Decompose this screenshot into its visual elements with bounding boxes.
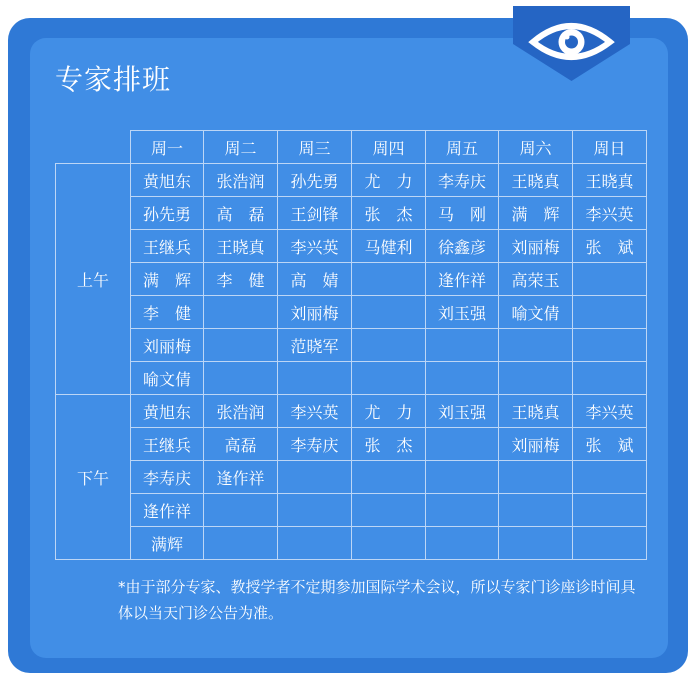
doctor-cell xyxy=(573,527,647,560)
doctor-cell: 张浩润 xyxy=(204,395,278,428)
doctor-cell: 孙先勇 xyxy=(131,197,204,230)
day-header: 周一 xyxy=(131,131,204,164)
table-row xyxy=(56,263,647,296)
doctor-cell xyxy=(352,263,426,296)
doctor-cell: 王继兵 xyxy=(131,428,204,461)
doctor-cell: 喻文倩 xyxy=(499,296,573,329)
table-row xyxy=(56,527,647,560)
page-title: 专家排班 xyxy=(55,63,172,96)
day-header: 周二 xyxy=(204,131,278,164)
doctor-cell: 王晓真 xyxy=(499,164,573,197)
doctor-cell: 黄旭东 xyxy=(131,395,204,428)
doctor-cell: 马 刚 xyxy=(426,197,499,230)
doctor-cell: 李兴英 xyxy=(573,395,647,428)
doctor-cell xyxy=(499,494,573,527)
doctor-cell: 王晓真 xyxy=(204,230,278,263)
doctor-cell xyxy=(573,494,647,527)
doctor-cell xyxy=(573,263,647,296)
day-header: 周四 xyxy=(352,131,426,164)
doctor-cell xyxy=(573,329,647,362)
day-header: 周日 xyxy=(573,131,647,164)
doctor-cell xyxy=(204,362,278,395)
doctor-cell: 高 磊 xyxy=(204,197,278,230)
doctor-cell: 王晓真 xyxy=(573,164,647,197)
table-row xyxy=(56,428,647,461)
doctor-cell xyxy=(426,494,499,527)
doctor-cell: 高磊 xyxy=(204,428,278,461)
day-header: 周三 xyxy=(278,131,352,164)
doctor-cell xyxy=(352,461,426,494)
doctor-cell xyxy=(352,296,426,329)
eye-badge xyxy=(513,6,630,81)
doctor-cell: 李 健 xyxy=(131,296,204,329)
doctor-cell: 李寿庆 xyxy=(278,428,352,461)
doctor-cell xyxy=(426,428,499,461)
day-header: 周六 xyxy=(499,131,573,164)
doctor-cell xyxy=(573,296,647,329)
doctor-cell: 尤 力 xyxy=(352,395,426,428)
table-row xyxy=(56,362,647,395)
doctor-cell: 逢作祥 xyxy=(426,263,499,296)
doctor-cell: 刘丽梅 xyxy=(278,296,352,329)
table-row xyxy=(56,461,647,494)
doctor-cell xyxy=(204,329,278,362)
footnote: *由于部分专家、教授学者不定期参加国际学术会议，所以专家门诊座诊时间具体以当天门诊公告为准。 xyxy=(118,578,636,622)
doctor-cell: 马健利 xyxy=(352,230,426,263)
doctor-cell: 李寿庆 xyxy=(426,164,499,197)
doctor-cell: 刘丽梅 xyxy=(499,428,573,461)
session-label: 上午 xyxy=(56,164,131,395)
doctor-cell: 满 辉 xyxy=(131,263,204,296)
doctor-cell xyxy=(352,329,426,362)
doctor-cell: 逢作祥 xyxy=(204,461,278,494)
doctor-cell: 刘丽梅 xyxy=(131,329,204,362)
doctor-cell: 满 辉 xyxy=(499,197,573,230)
doctor-cell: 张 杰 xyxy=(352,428,426,461)
doctor-cell xyxy=(426,527,499,560)
doctor-cell: 满辉 xyxy=(131,527,204,560)
table-row xyxy=(56,197,647,230)
corner-cell xyxy=(56,131,131,164)
doctor-cell xyxy=(278,494,352,527)
doctor-cell: 王继兵 xyxy=(131,230,204,263)
day-header: 周五 xyxy=(426,131,499,164)
doctor-cell: 张浩润 xyxy=(204,164,278,197)
doctor-cell xyxy=(573,461,647,494)
doctor-cell: 喻文倩 xyxy=(131,362,204,395)
table-row xyxy=(56,494,647,527)
doctor-cell xyxy=(352,527,426,560)
doctor-cell: 李寿庆 xyxy=(131,461,204,494)
table-row xyxy=(56,296,647,329)
doctor-cell: 王剑锋 xyxy=(278,197,352,230)
header-row xyxy=(56,131,647,164)
doctor-cell: 范晓军 xyxy=(278,329,352,362)
doctor-cell: 刘玉强 xyxy=(426,296,499,329)
doctor-cell xyxy=(204,296,278,329)
doctor-cell: 王晓真 xyxy=(499,395,573,428)
doctor-cell: 张 斌 xyxy=(573,428,647,461)
table-row xyxy=(56,164,647,197)
doctor-cell xyxy=(426,329,499,362)
doctor-cell xyxy=(499,329,573,362)
doctor-cell: 高 婧 xyxy=(278,263,352,296)
doctor-cell: 张 斌 xyxy=(573,230,647,263)
doctor-cell xyxy=(204,494,278,527)
doctor-cell: 李兴英 xyxy=(278,395,352,428)
doctor-cell xyxy=(499,527,573,560)
doctor-cell: 张 杰 xyxy=(352,197,426,230)
doctor-cell xyxy=(352,494,426,527)
doctor-cell: 逢作祥 xyxy=(131,494,204,527)
doctor-cell: 孙先勇 xyxy=(278,164,352,197)
doctor-cell: 尤 力 xyxy=(352,164,426,197)
doctor-cell: 李兴英 xyxy=(278,230,352,263)
doctor-cell xyxy=(499,461,573,494)
doctor-cell: 黄旭东 xyxy=(131,164,204,197)
doctor-cell: 李 健 xyxy=(204,263,278,296)
doctor-cell: 刘玉强 xyxy=(426,395,499,428)
doctor-cell: 徐鑫彦 xyxy=(426,230,499,263)
doctor-cell xyxy=(573,362,647,395)
doctor-cell: 刘丽梅 xyxy=(499,230,573,263)
schedule-table xyxy=(55,130,647,560)
doctor-cell xyxy=(278,461,352,494)
doctor-cell xyxy=(352,362,426,395)
doctor-cell xyxy=(426,362,499,395)
table-row xyxy=(56,329,647,362)
doctor-cell: 高荣玉 xyxy=(499,263,573,296)
doctor-cell xyxy=(204,527,278,560)
table-row xyxy=(56,395,647,428)
doctor-cell xyxy=(278,362,352,395)
table-row xyxy=(56,230,647,263)
doctor-cell: 李兴英 xyxy=(573,197,647,230)
doctor-cell xyxy=(426,461,499,494)
session-label: 下午 xyxy=(56,395,131,560)
doctor-cell xyxy=(278,527,352,560)
doctor-cell xyxy=(499,362,573,395)
